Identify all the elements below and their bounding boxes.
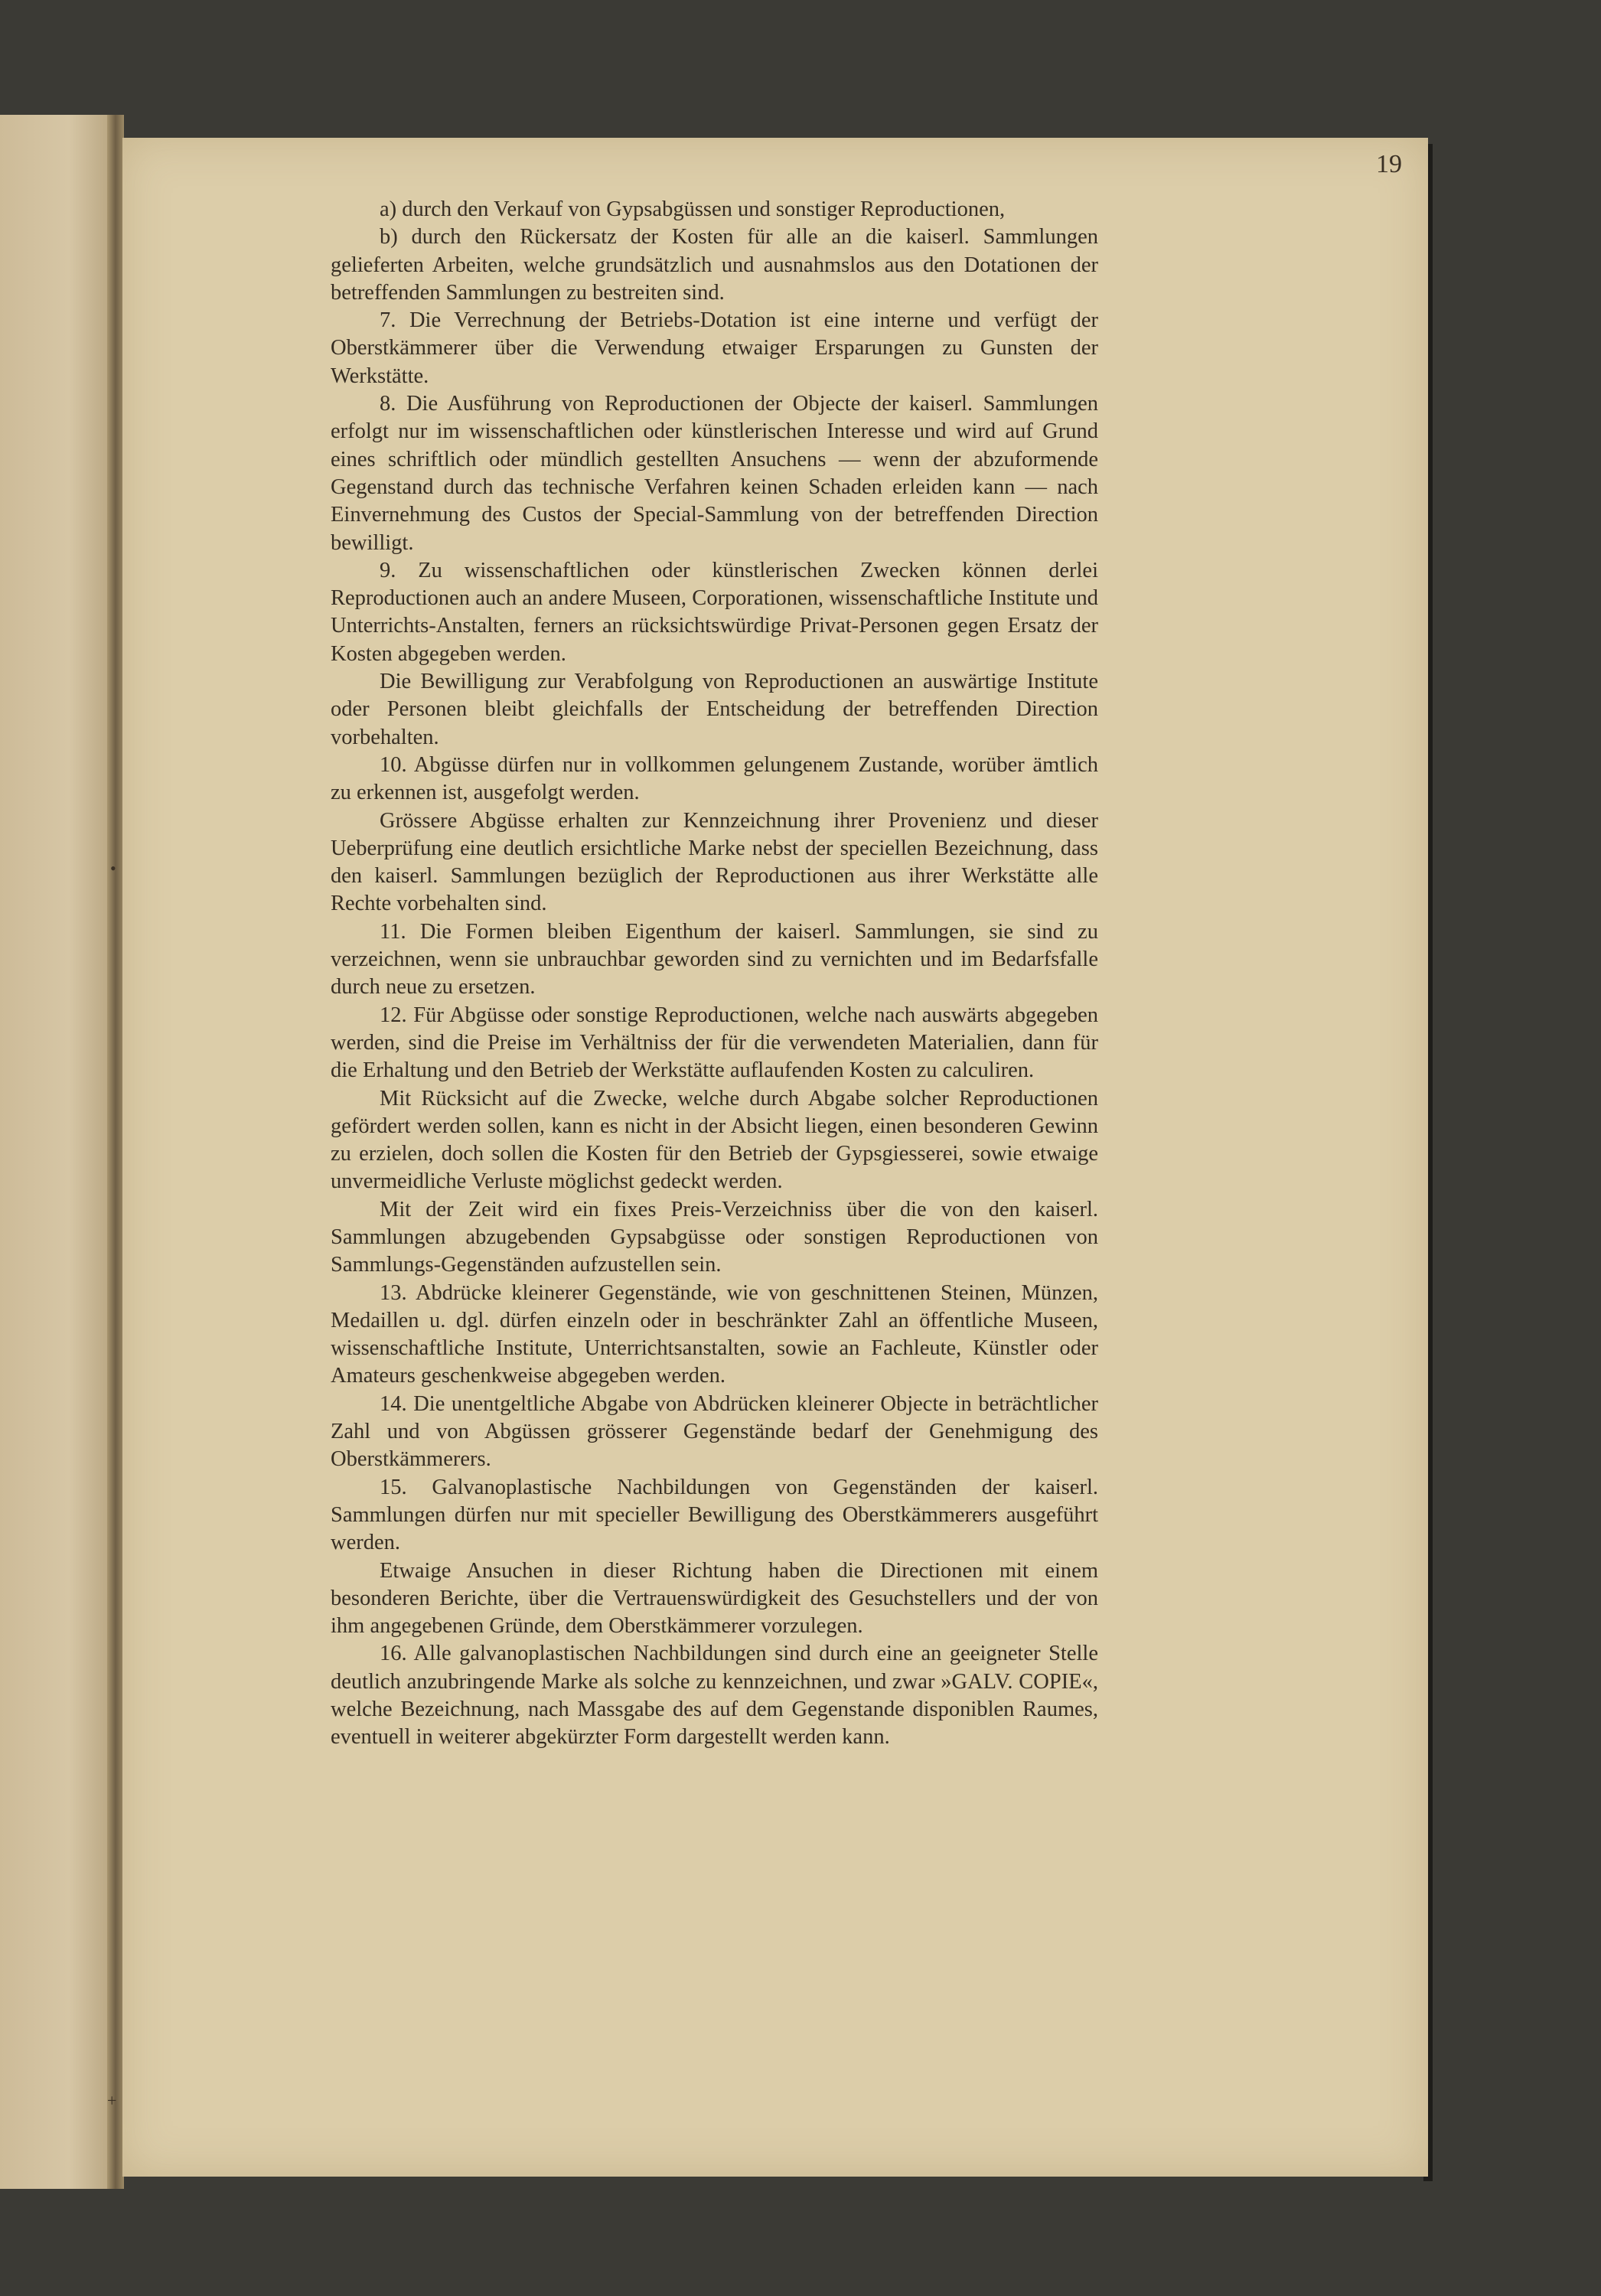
paragraph: 11. Die Formen bleiben Eigenthum der kaiserl. Sammlungen, sie sind zu verzeichnen, wenn sie unbrauchbar geworden sind zu vernichten und im Bedarfsfalle durch neue zu ersetzen.: [331, 919, 1098, 1000]
paragraph: 8. Die Ausführung von Reproductionen der Objecte der kaiserl. Sammlungen erfolgt nur im wissenschaftlichen oder künstlerischen Interesse und wird auf Grund eines schriftlich oder mündlich gestellten Ansuchens — wenn der abzuformende Gegenstand durch das technische Verfahren keinen Schaden erleiden kann — nach Einvernehmung des Custos der Special-Sammlung von der betreffenden Direction bewilligt.: [331, 392, 1098, 555]
paragraph: Mit der Zeit wird ein fixes Preis-Verzeichniss über die von den kaiserl. Sammlungen abzugebenden Gypsabgüsse oder sonstigen Reproductionen von Sammlungs-Gegenständen aufzustellen sein.: [331, 1197, 1098, 1277]
left-page-edge: [0, 115, 115, 2189]
paragraph: Etwaige Ansuchen in dieser Richtung haben die Directionen mit einem besonderen Berichte, über die Vertrauenswürdigkeit des Gesuchstellers und der von ihm angegebenen Gründe, dem Oberstkämmerer vorzulegen.: [331, 1558, 1098, 1639]
page-number: 19: [1376, 150, 1402, 178]
paragraph: 14. Die unentgeltliche Abgabe von Abdrücken kleinerer Objecte in beträchtlicher Zahl und von Abgüssen grösserer Gegenstände bedarf der Genehmigung des Oberstkämmerers.: [331, 1391, 1098, 1472]
margin-mark: •: [110, 859, 116, 878]
paragraph: 10. Abgüsse dürfen nur in vollkommen gelungenem Zustande, worüber ämtlich zu erkennen ist, ausgefolgt werden.: [331, 752, 1098, 805]
paragraph: Mit Rücksicht auf die Zwecke, welche durch Abgabe solcher Reproductionen gefördert werden sollen, kann es nicht in der Absicht liegen, einen besonderen Gewinn zu erzielen, doch sollen die Kosten für den Betrieb der Gypsgiesserei, sowie etwaige unvermeidliche Verluste möglichst gedeckt werden.: [331, 1086, 1098, 1194]
body-text: [331, 196, 1098, 1752]
paragraph: 13. Abdrücke kleinerer Gegenstände, wie von geschnittenen Steinen, Münzen, Medaillen u. dgl. dürfen einzeln oder in beschränkter Zahl an öffentliche Museen, wissenschaftliche Institute, Unterrichtsanstalten, sowie an Fachleute, Künstler oder Amateurs geschenkweise abgegeben werden.: [331, 1280, 1098, 1388]
paragraph: a) durch den Verkauf von Gypsabgüssen und sonstiger Reproductionen,: [380, 197, 1006, 221]
paragraph: Grössere Abgüsse erhalten zur Kennzeichnung ihrer Provenienz und dieser Ueberprüfung eine deutlich ersichtliche Marke nebst der speciellen Bezeichnung, dass den kaiserl. Sammlungen bezüglich der Reproductionen aus ihrer Werkstätte alle Rechte vorbehalten sind.: [331, 808, 1098, 916]
paragraph: 12. Für Abgüsse oder sonstige Reproductionen, welche nach auswärts abgegeben werden, sind die Preise im Verhältniss der für die verwendeten Materialien, dann für die Erhaltung und den Betrieb der Werkstätte auflaufenden Kosten zu calculiren.: [331, 1003, 1098, 1083]
paragraph: 9. Zu wissenschaftlichen oder künstlerischen Zwecken können derlei Reproductionen auch an andere Museen, Corporationen, wissenschaftliche Institute und Unterrichts-Anstalten, ferners an rücksichtswürdige Privat-Personen gegen Ersatz der Kosten abgegeben werden.: [331, 558, 1098, 666]
paragraph: b) durch den Rückersatz der Kosten für alle an die kaiserl. Sammlungen gelieferten Arbeiten, welche grundsätzlich und ausnahmslos aus den Dotationen der betreffenden Sammlungen zu bestreiten sind.: [331, 225, 1098, 305]
paragraph: 16. Alle galvanoplastischen Nachbildungen sind durch eine an geeigneter Stelle deutlich anzubringende Marke als solche zu kennzeichnen, und zwar »GALV. COPIE«, welche Bezeichnung, nach Massgabe des auf dem Gegenstande disponiblen Raumes, eventuell in weiterer abgekürzter Form dargestellt werden kann.: [331, 1642, 1098, 1750]
paragraph: 7. Die Verrechnung der Betriebs-Dotation ist eine interne und verfügt der Oberstkämmerer über die Verwendung etwaiger Ersparungen zu Gunsten der Werkstätte.: [331, 308, 1098, 388]
book-gutter: [107, 115, 124, 2189]
margin-mark: +: [107, 2091, 117, 2110]
paragraph: 15. Galvanoplastische Nachbildungen von Gegenständen der kaiserl. Sammlungen dürfen nur mit specieller Bewilligung des Oberstkämmerers ausgeführt werden.: [331, 1475, 1098, 1555]
paragraph: Die Bewilligung zur Verabfolgung von Reproductionen an auswärtige Institute oder Personen bleibt gleichfalls der Entscheidung der betreffenden Direction vorbehalten.: [331, 670, 1098, 749]
